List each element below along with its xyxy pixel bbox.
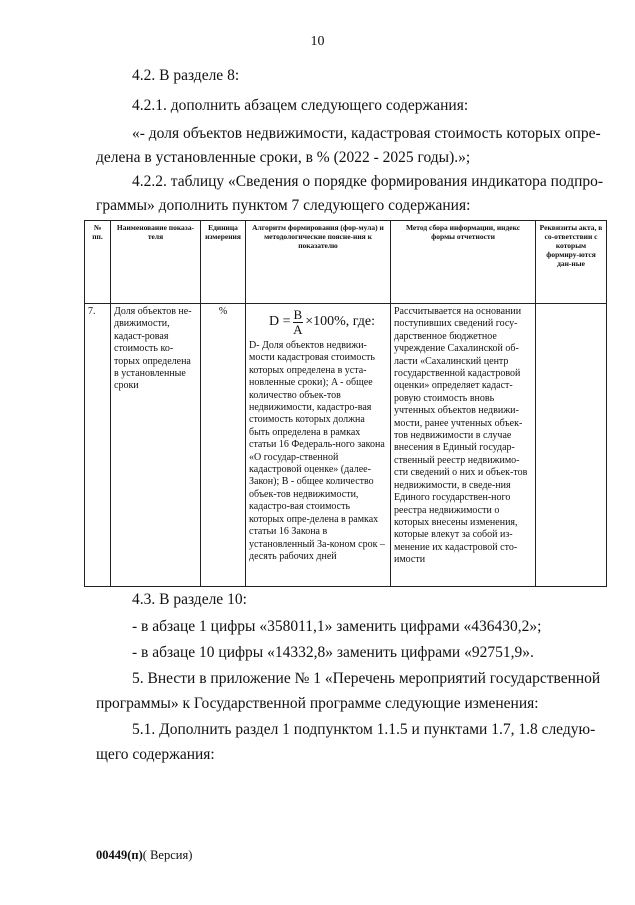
header-num: № пп. [85,221,111,304]
paragraph-4-2-1: 4.2.1. дополнить абзацем следующего содержания: [132,97,469,114]
paragraph-4-3-item-1: - в абзаце 1 цифры «358011,1» заменить цифрами «436430,2»; [132,618,542,635]
formula-rhs: ×100%, где: [305,314,376,330]
cell-method: Рассчитывается на основании поступивших сведений госу-дарственное бюджетное учреждение Сахалинской об-ласти «Сахалинский центр государственной кадастровой оценки» определяет кадаст-ровую стоимость вновь учтенных объектов недвижи-мости, ранее учтенных объек-тов недвижимости в случае внесения в Единый государ-ственный реестр недвижимо-сти сведений о них и объек-тов недвижимости, в сведе-ния Единого государствен-ного реестра недвижимости о которых внесены изменения, которые влекут за собой из-менение их кадастровой сто-имости [391,304,536,587]
document-version: ( Версия) [142,848,193,862]
document-footer [96,848,192,863]
paragraph-5-1-line-1: 5.1. Дополнить раздел 1 подпунктом 1.1.5 и пунктами 1.7, 1.8 следую- [132,721,596,738]
formula-fraction [293,308,304,337]
cell-num: 7. [85,304,111,587]
page-number: 10 [310,34,325,49]
formula-lhs: D = [269,314,291,330]
header-requisites: Реквизиты акта, в со-ответствии с которым формиру-ются дан-ные [536,221,607,304]
paragraph-4-2-2-line-1: 4.2.2. таблицу «Сведения о порядке формирования индикатора подпро- [132,173,604,190]
algorithm-text: D- Доля объектов недвижи-мости кадастровая стоимость которых определена в уста-новленные сроки); A - общее количество объек-тов недвижимости, кадастро-вая стоимость которых должна быть определена в рамках статьи 16 Федераль-ного закона «О государ-ственной кадастровой оценке» (далее-Закон); B - общее количество объек-тов недвижимости, кадастро-вая стоимость которых опре-делена в рамках статьи 16 Закона в установленный За-коном срок – десять рабочих дней [249,340,385,562]
formula-denominator: A [293,322,303,337]
header-unit: Единица измерения [201,221,246,304]
paragraph-4-2: 4.2. В разделе 8: [132,67,240,84]
formula-numerator: B [293,307,303,322]
table-row [85,304,607,587]
header-name: Наименование показа-теля [111,221,201,304]
quote-line-1: «- доля объектов недвижимости, кадастровая стоимость которых опре- [132,125,601,142]
paragraph-4-2-2-line-2: граммы» дополнить пунктом 7 следующего содержания: [96,197,471,214]
paragraph-5-line-1: 5. Внести в приложение № 1 «Перечень мероприятий государственной [132,670,601,687]
table-header-row [85,221,607,304]
paragraph-5-line-2: программы» к Государственной программе следующие изменения: [96,695,539,712]
cell-algorithm [246,304,391,587]
paragraph-4-3: 4.3. В разделе 10: [132,591,247,608]
cell-unit: % [201,304,246,587]
header-method: Метод сбора информации, индекс формы отчетности [391,221,536,304]
quote-line-2: делена в установленные сроки, в % (2022 - 2025 годы).»; [96,149,471,166]
formula [249,306,387,340]
cell-name: Доля объектов не-движимости, кадаст-ровая стоимость ко-торых определена в установленные сроки [111,304,201,587]
document-code: 00449(п) [96,848,143,862]
cell-requisites [536,304,607,587]
paragraph-5-1-line-2: щего содержания: [96,746,215,763]
header-algorithm: Алгоритм формирования (фор-мула) и методологические поясне-ния к показателю [246,221,391,304]
indicator-table [84,220,607,587]
paragraph-4-3-item-2: - в абзаце 10 цифры «14332,8» заменить цифрами «92751,9». [132,644,534,661]
